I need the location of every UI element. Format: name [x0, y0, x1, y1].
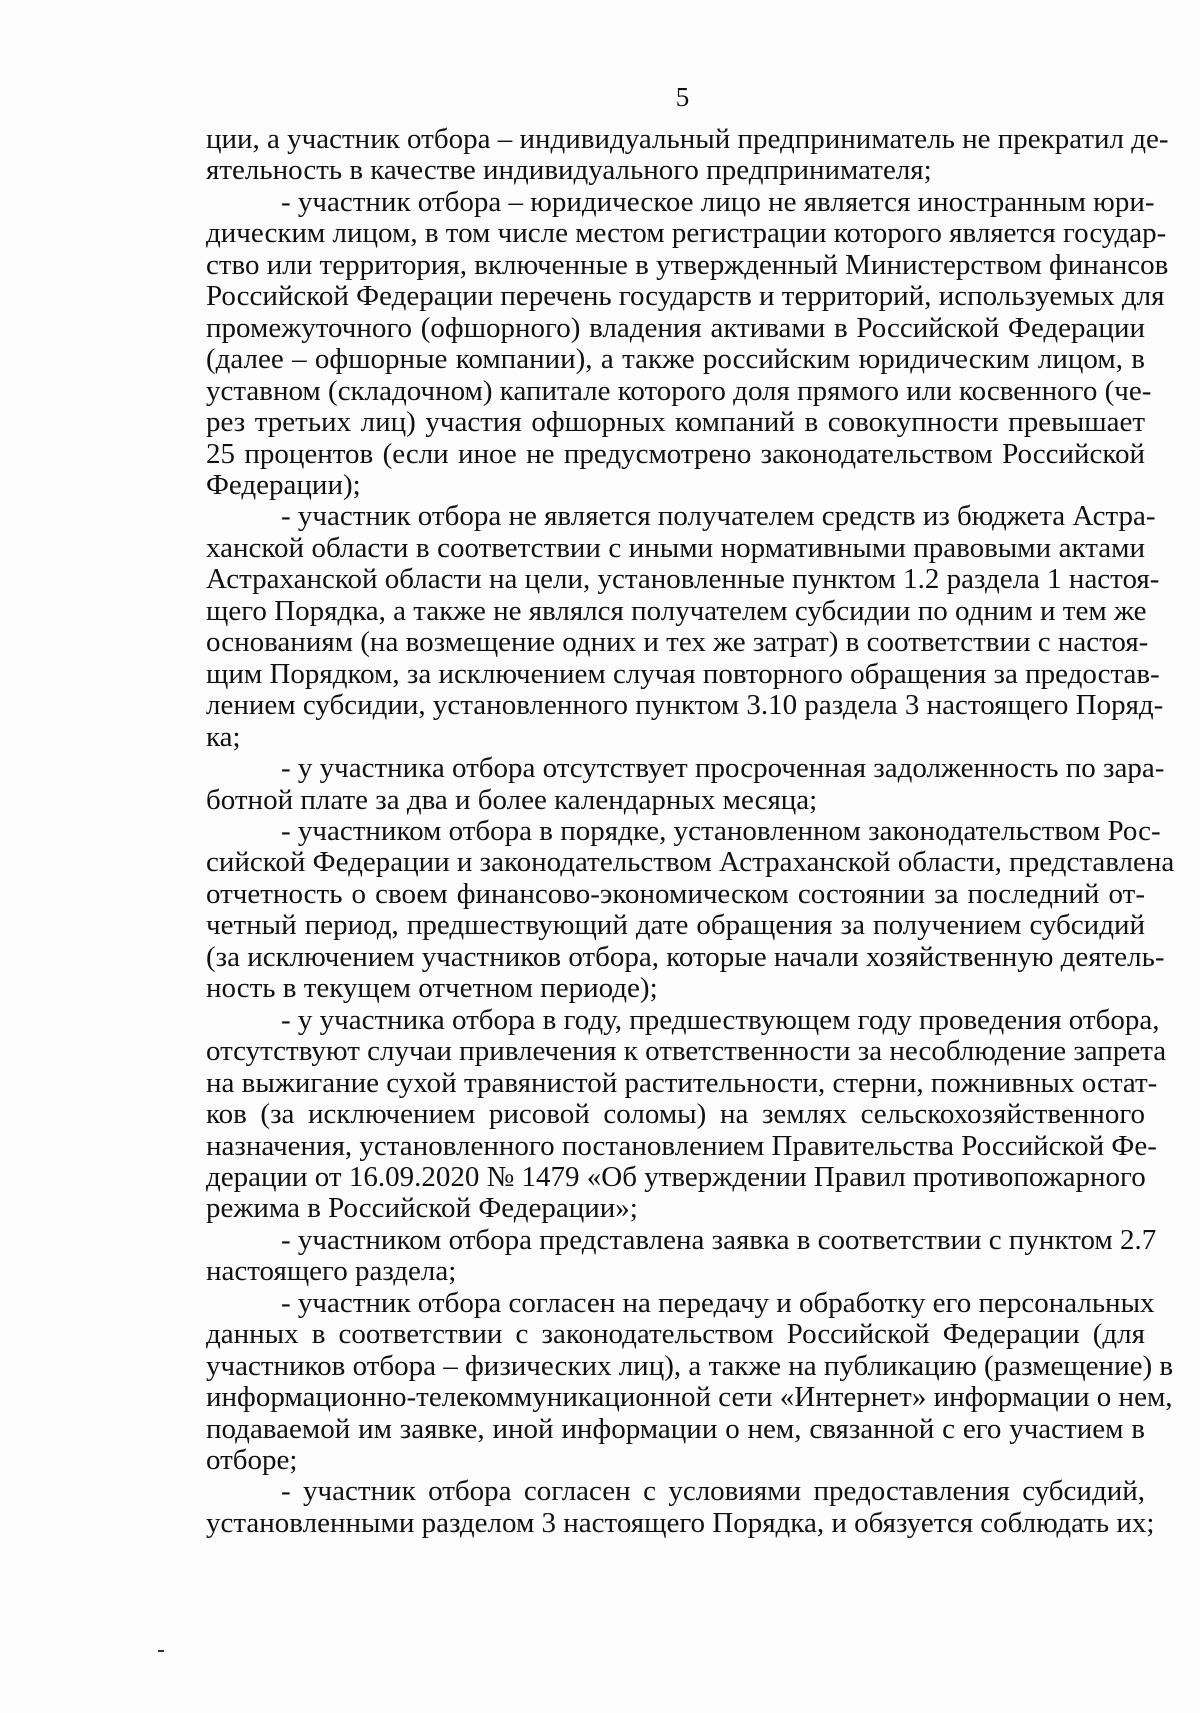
text-line: ятельность в качестве индивидуального предпринимателя;	[206, 154, 932, 187]
paragraph	[206, 1223, 1157, 1288]
text-line: - у участника отбора отсутствует просроченная задолженность по зара-	[281, 752, 1165, 785]
text-line: (далее – офшорные компании), а также российским юридическим лицом, в	[206, 343, 1145, 376]
paragraph	[206, 814, 1175, 1005]
paragraph	[206, 1286, 1174, 1477]
text-line: щего Порядка, а также не являлся получателем субсидии по одним и тем же	[206, 594, 1147, 627]
text-line: установленными разделом 3 настоящего Порядка, и обязуется соблюдать их;	[206, 1506, 1155, 1539]
text-line: четный период, предшествующий дате обращения за получением субсидий	[206, 909, 1145, 942]
paragraph	[206, 1003, 1167, 1225]
text-line: Российской Федерации перечень государств и территорий, используемых для	[206, 280, 1165, 313]
body-text	[206, 123, 1175, 1539]
page-number: 5	[675, 82, 690, 112]
text-line: назначения, установленного постановлением Правительства Российской Фе-	[206, 1129, 1157, 1162]
text-line: отборе;	[206, 1444, 298, 1477]
text-line: отчетность о своем финансово-экономическом состоянии за последний от-	[206, 877, 1145, 910]
margin-mark	[158, 1650, 164, 1652]
text-line: отсутствуют случаи привлечения к ответственности за несоблюдение запрета	[206, 1035, 1167, 1068]
text-line: настоящего раздела;	[206, 1255, 457, 1288]
text-line: Астраханской области на цели, установленные пунктом 1.2 раздела 1 настоя-	[206, 563, 1160, 596]
text-line: - у участника отбора в году, предшествующем году проведения отбора,	[281, 1003, 1160, 1036]
text-line: дическим лицом, в том числе местом регистрации которого является государ-	[206, 217, 1167, 250]
text-line: основаниям (на возмещение одних и тех же затрат) в соответствии с настоя-	[206, 626, 1149, 659]
text-line: рез третьих лиц) участия офшорных компаний в совокупности превышает	[206, 406, 1145, 439]
text-line: уставном (складочном) капитале которого доля прямого или косвенного (че-	[206, 374, 1152, 407]
text-line: - участник отбора не является получателем средств из бюджета Астра-	[281, 500, 1156, 533]
text-line: ность в текущем отчетном периоде);	[206, 972, 658, 1005]
text-line: режима в Российской Федерации»;	[206, 1192, 638, 1225]
text-line: - участником отбора в порядке, установленном законодательством Рос-	[281, 814, 1161, 847]
text-line: - участником отбора представлена заявка в соответствии с пунктом 2.7	[281, 1223, 1157, 1256]
paragraph	[206, 123, 1169, 187]
paragraph	[206, 500, 1164, 753]
text-line: ботной плате за два и более календарных месяца;	[206, 783, 818, 816]
text-line: - участник отбора согласен с условиями предоставления субсидий,	[281, 1475, 1145, 1508]
paragraph	[206, 185, 1169, 502]
text-line: щим Порядком, за исключением случая повторного обращения за предостав-	[206, 657, 1160, 690]
paragraph	[206, 1475, 1155, 1539]
text-line: 25 процентов (если иное не предусмотрено законодательством Российской	[206, 437, 1145, 470]
paragraph	[206, 752, 1165, 816]
text-line: ка;	[206, 720, 241, 753]
text-line: лением субсидии, установленного пунктом 3.10 раздела 3 настоящего Поряд-	[206, 689, 1164, 722]
text-line: информационно-телекоммуникационной сети «Интернет» информации о нем,	[206, 1381, 1173, 1414]
text-line: участников отбора – физических лиц), а также на публикацию (размещение) в	[206, 1349, 1174, 1382]
text-line: данных в соответствии с законодательством Российской Федерации (для	[206, 1318, 1145, 1351]
text-line: промежуточного (офшорного) владения активами в Российской Федерации	[206, 311, 1145, 344]
text-line: ков (за исключением рисовой соломы) на землях сельскохозяйственного	[206, 1098, 1145, 1131]
text-line: подаваемой им заявке, иной информации о нем, связанной с его участием в	[206, 1412, 1145, 1445]
text-line: сийской Федерации и законодательством Астраханской области, представлена	[206, 846, 1175, 879]
text-line: на выжигание сухой травянистой растительности, стерни, пожнивных остат-	[206, 1066, 1158, 1099]
text-line: Федерации);	[206, 468, 361, 501]
text-line: - участник отбора согласен на передачу и обработку его персональных	[281, 1286, 1155, 1319]
text-line: (за исключением участников отбора, которые начали хозяйственную деятель-	[206, 940, 1165, 973]
text-line: ство или территория, включенные в утвержденный Министерством финансов	[206, 248, 1169, 281]
text-line: - участник отбора – юридическое лицо не является иностранным юри-	[281, 185, 1155, 218]
text-line: ции, а участник отбора – индивидуальный предприниматель не прекратил де-	[206, 123, 1169, 155]
text-line: ханской области в соответствии с иными нормативными правовыми актами	[206, 531, 1145, 564]
text-line: дерации от 16.09.2020 № 1479 «Об утверждении Правил противопожарного	[206, 1160, 1146, 1193]
